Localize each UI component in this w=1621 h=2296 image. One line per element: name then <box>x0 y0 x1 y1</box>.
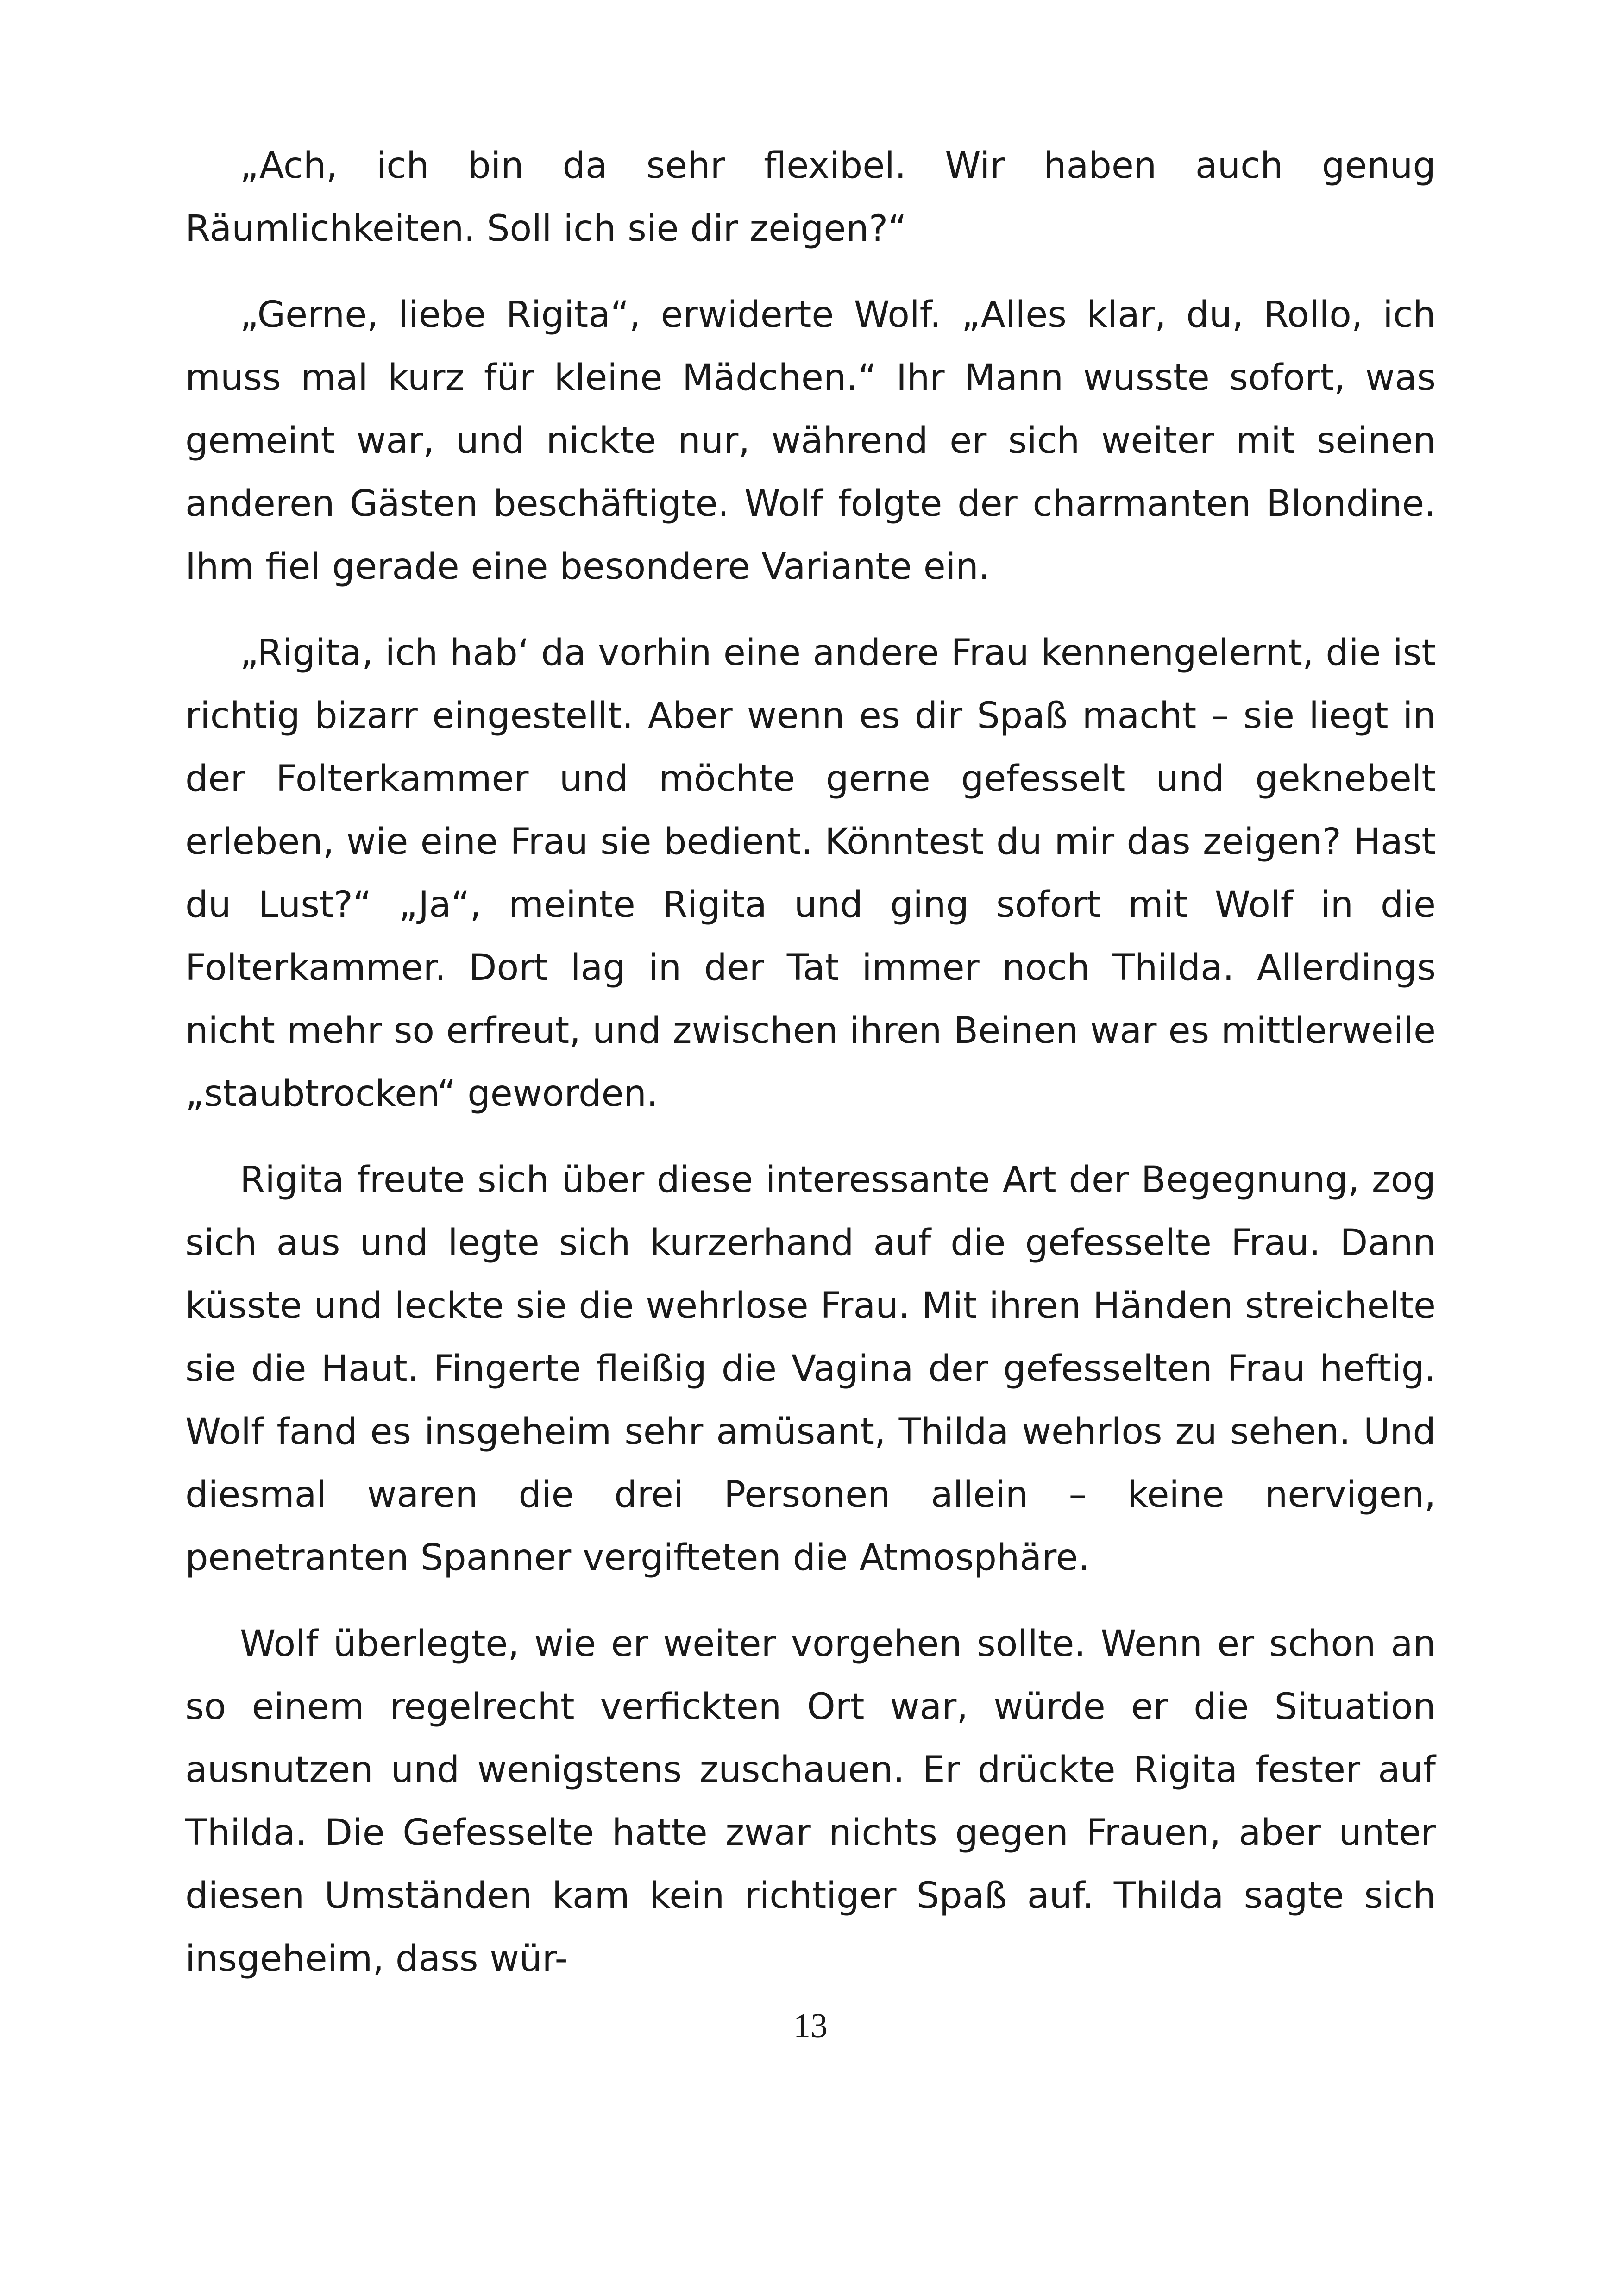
paragraph: Wolf überlegte, wie er weiter vorgehen sollte. Wenn er schon an so einem regelrecht verfickten Ort war, würde er die Situation ausnutzen und wenigstens zuschauen. Er drückte Rigita fester auf Thilda. Die Gefesselte hatte zwar nichts gegen Frauen, aber unter diesen Umständen kam kein richtiger Spaß auf. Thilda sagte sich insgeheim, dass wür- <box>185 1623 1436 1980</box>
page-number: 13 <box>793 2007 828 2045</box>
paragraph: Rigita freute sich über diese interessante Art der Begegnung, zog sich aus und legte sich kurzerhand auf die gefesselte Frau. Dann küsste und leckte sie die wehrlose Frau. Mit ihren Händen streichelte sie die Haut. Fingerte fleißig die Vagina der gefesselten Frau heftig. Wolf fand es insgeheim sehr amüsant, Thilda wehrlos zu sehen. Und diesmal waren die drei Personen allein – keine nervigen, penetranten Spanner vergifteten die Atmosphäre. <box>185 1159 1436 1579</box>
paragraph: „Ach, ich bin da sehr flexibel. Wir haben auch genug Räumlichkeiten. Soll ich sie dir zeigen?“ <box>185 145 1436 250</box>
paragraph: „Gerne, liebe Rigita“, erwiderte Wolf. „Alles klar, du, Rollo, ich muss mal kurz für kleine Mädchen.“ Ihr Mann wusste sofort, was gemeint war, und nickte nur, während er sich weiter mit seinen anderen Gästen beschäftigte. Wolf folgte der charmanten Blondine. Ihm fiel gerade eine besondere Variante ein. <box>185 294 1436 588</box>
paragraph: „Rigita, ich hab‘ da vorhin eine andere Frau kennengelernt, die ist richtig bizarr eingestellt. Aber wenn es dir Spaß macht – sie liegt in der Folterkammer und möchte gerne gefesselt und geknebelt erleben, wie eine Frau sie bedient. Könntest du mir das zeigen? Hast du Lust?“ „Ja“, meinte Rigita und ging sofort mit Wolf in die Folterkammer. Dort lag in der Tat immer noch Thilda. Allerdings nicht mehr so erfreut, und zwischen ihren Beinen war es mittlerweile „staubtrocken“ geworden. <box>185 632 1436 1115</box>
body-text <box>185 134 1436 2014</box>
